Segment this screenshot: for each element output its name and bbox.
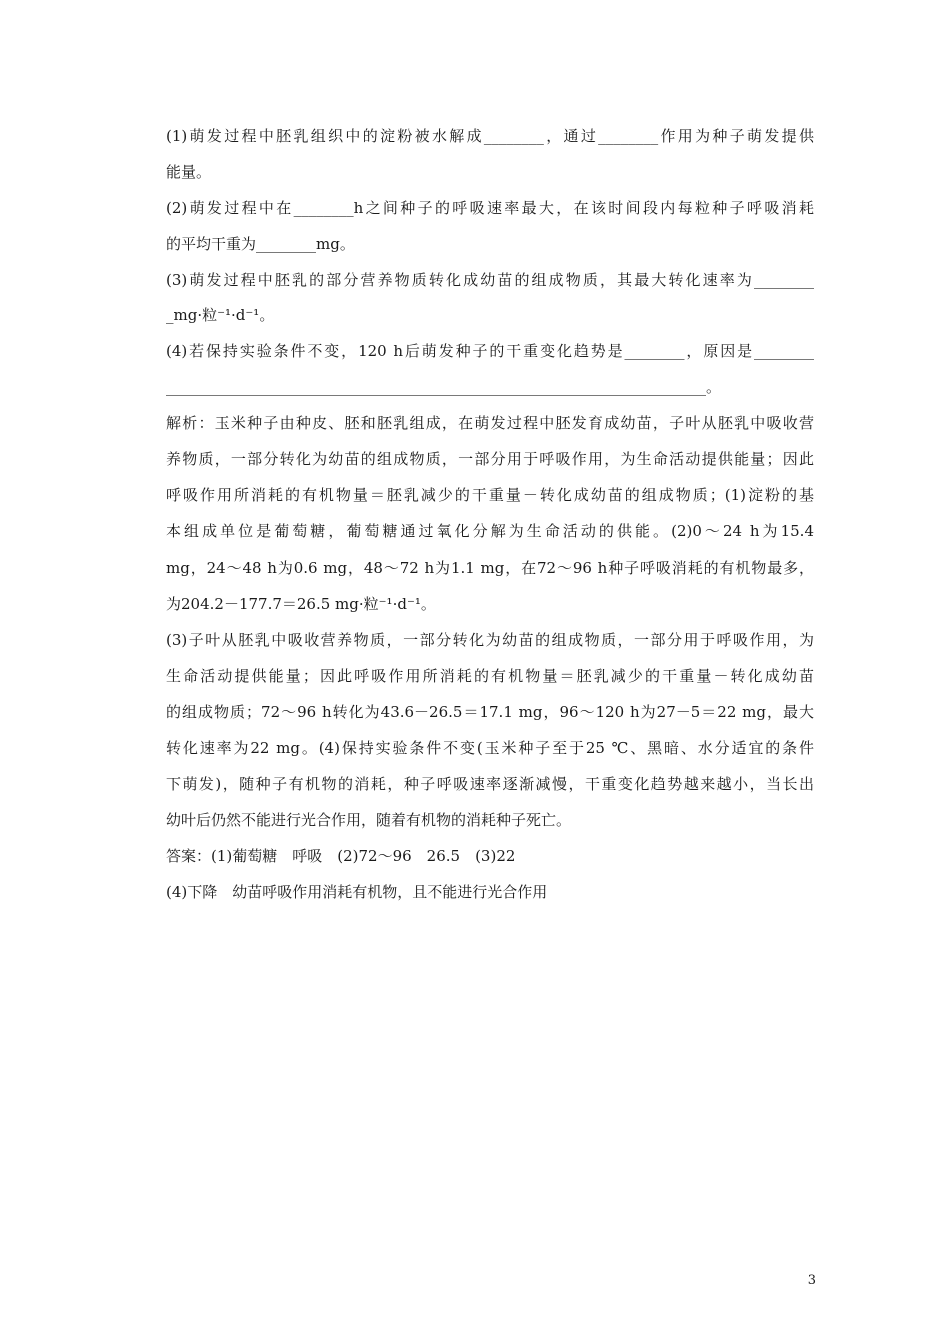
analysis-line: 生命活动提供能量；因此呼吸作用所消耗的有机物量＝胚乳减少的干重量－转化成幼苗: [166, 667, 814, 685]
question-1-line-1: (1)萌发过程中胚乳组织中的淀粉被水解成________，通过________作用为种子萌发提供: [166, 127, 814, 145]
question-4-line-1: (4)若保持实验条件不变，120 h后萌发种子的干重变化趋势是________，原因是________: [166, 342, 814, 360]
analysis-line: 转化速率为22 mg。(4)保持实验条件不变(玉米种子至于25 ℃、黑暗、水分适宜的条件: [166, 739, 814, 757]
analysis-line: 幼叶后仍然不能进行光合作用，随着有机物的消耗种子死亡。: [166, 811, 572, 829]
analysis-line: 为204.2－177.7＝26.5 mg·粒⁻¹·d⁻¹。: [166, 595, 436, 613]
analysis-line: 的组成物质；72～96 h转化为43.6－26.5＝17.1 mg，96～120 h为27－5＝22 mg，最大: [166, 703, 814, 721]
answer-line-2: (4)下降 幼苗呼吸作用消耗有机物，且不能进行光合作用: [166, 883, 548, 901]
analysis-line: (3)子叶从胚乳中吸收营养物质，一部分转化为幼苗的组成物质，一部分用于呼吸作用，为: [166, 631, 814, 649]
question-2-line-2: 的平均干重为________mg。: [166, 235, 355, 253]
answer-line-1: 答案：(1)葡萄糖 呼吸 (2)72～96 26.5 (3)22: [166, 847, 516, 865]
analysis-line: 本组成单位是葡萄糖，葡萄糖通过氧化分解为生命活动的供能。(2)0～24 h为15.4: [166, 522, 814, 540]
analysis-line: 下萌发)，随种子有机物的消耗，种子呼吸速率逐渐减慢，干重变化趋势越来越小，当长出: [166, 775, 814, 793]
analysis-line: 呼吸作用所消耗的有机物量＝胚乳减少的干重量－转化成幼苗的组成物质；(1)淀粉的基: [166, 486, 814, 504]
analysis-line: mg，24～48 h为0.6 mg，48～72 h为1.1 mg，在72～96 h种子呼吸消耗的有机物最多，: [166, 559, 814, 577]
analysis-line: 养物质，一部分转化为幼苗的组成物质，一部分用于呼吸作用，为生命活动提供能量；因此: [166, 450, 814, 468]
question-2-line-1: (2)萌发过程中在________h之间种子的呼吸速率最大，在该时间段内每粒种子呼吸消耗: [166, 199, 814, 217]
analysis-line: 解析：玉米种子由种皮、胚和胚乳组成，在萌发过程中胚发育成幼苗，子叶从胚乳中吸收营: [166, 414, 814, 432]
question-3-line-1: (3)萌发过程中胚乳的部分营养物质转化成幼苗的组成物质，其最大转化速率为________: [166, 271, 814, 289]
page-number: 3: [807, 1273, 816, 1288]
question-3-line-2: _mg·粒⁻¹·d⁻¹。: [166, 306, 275, 324]
question-1-line-2: 能量。: [166, 163, 212, 181]
question-4-line-2: ________________________________________________________________________。: [166, 378, 722, 396]
